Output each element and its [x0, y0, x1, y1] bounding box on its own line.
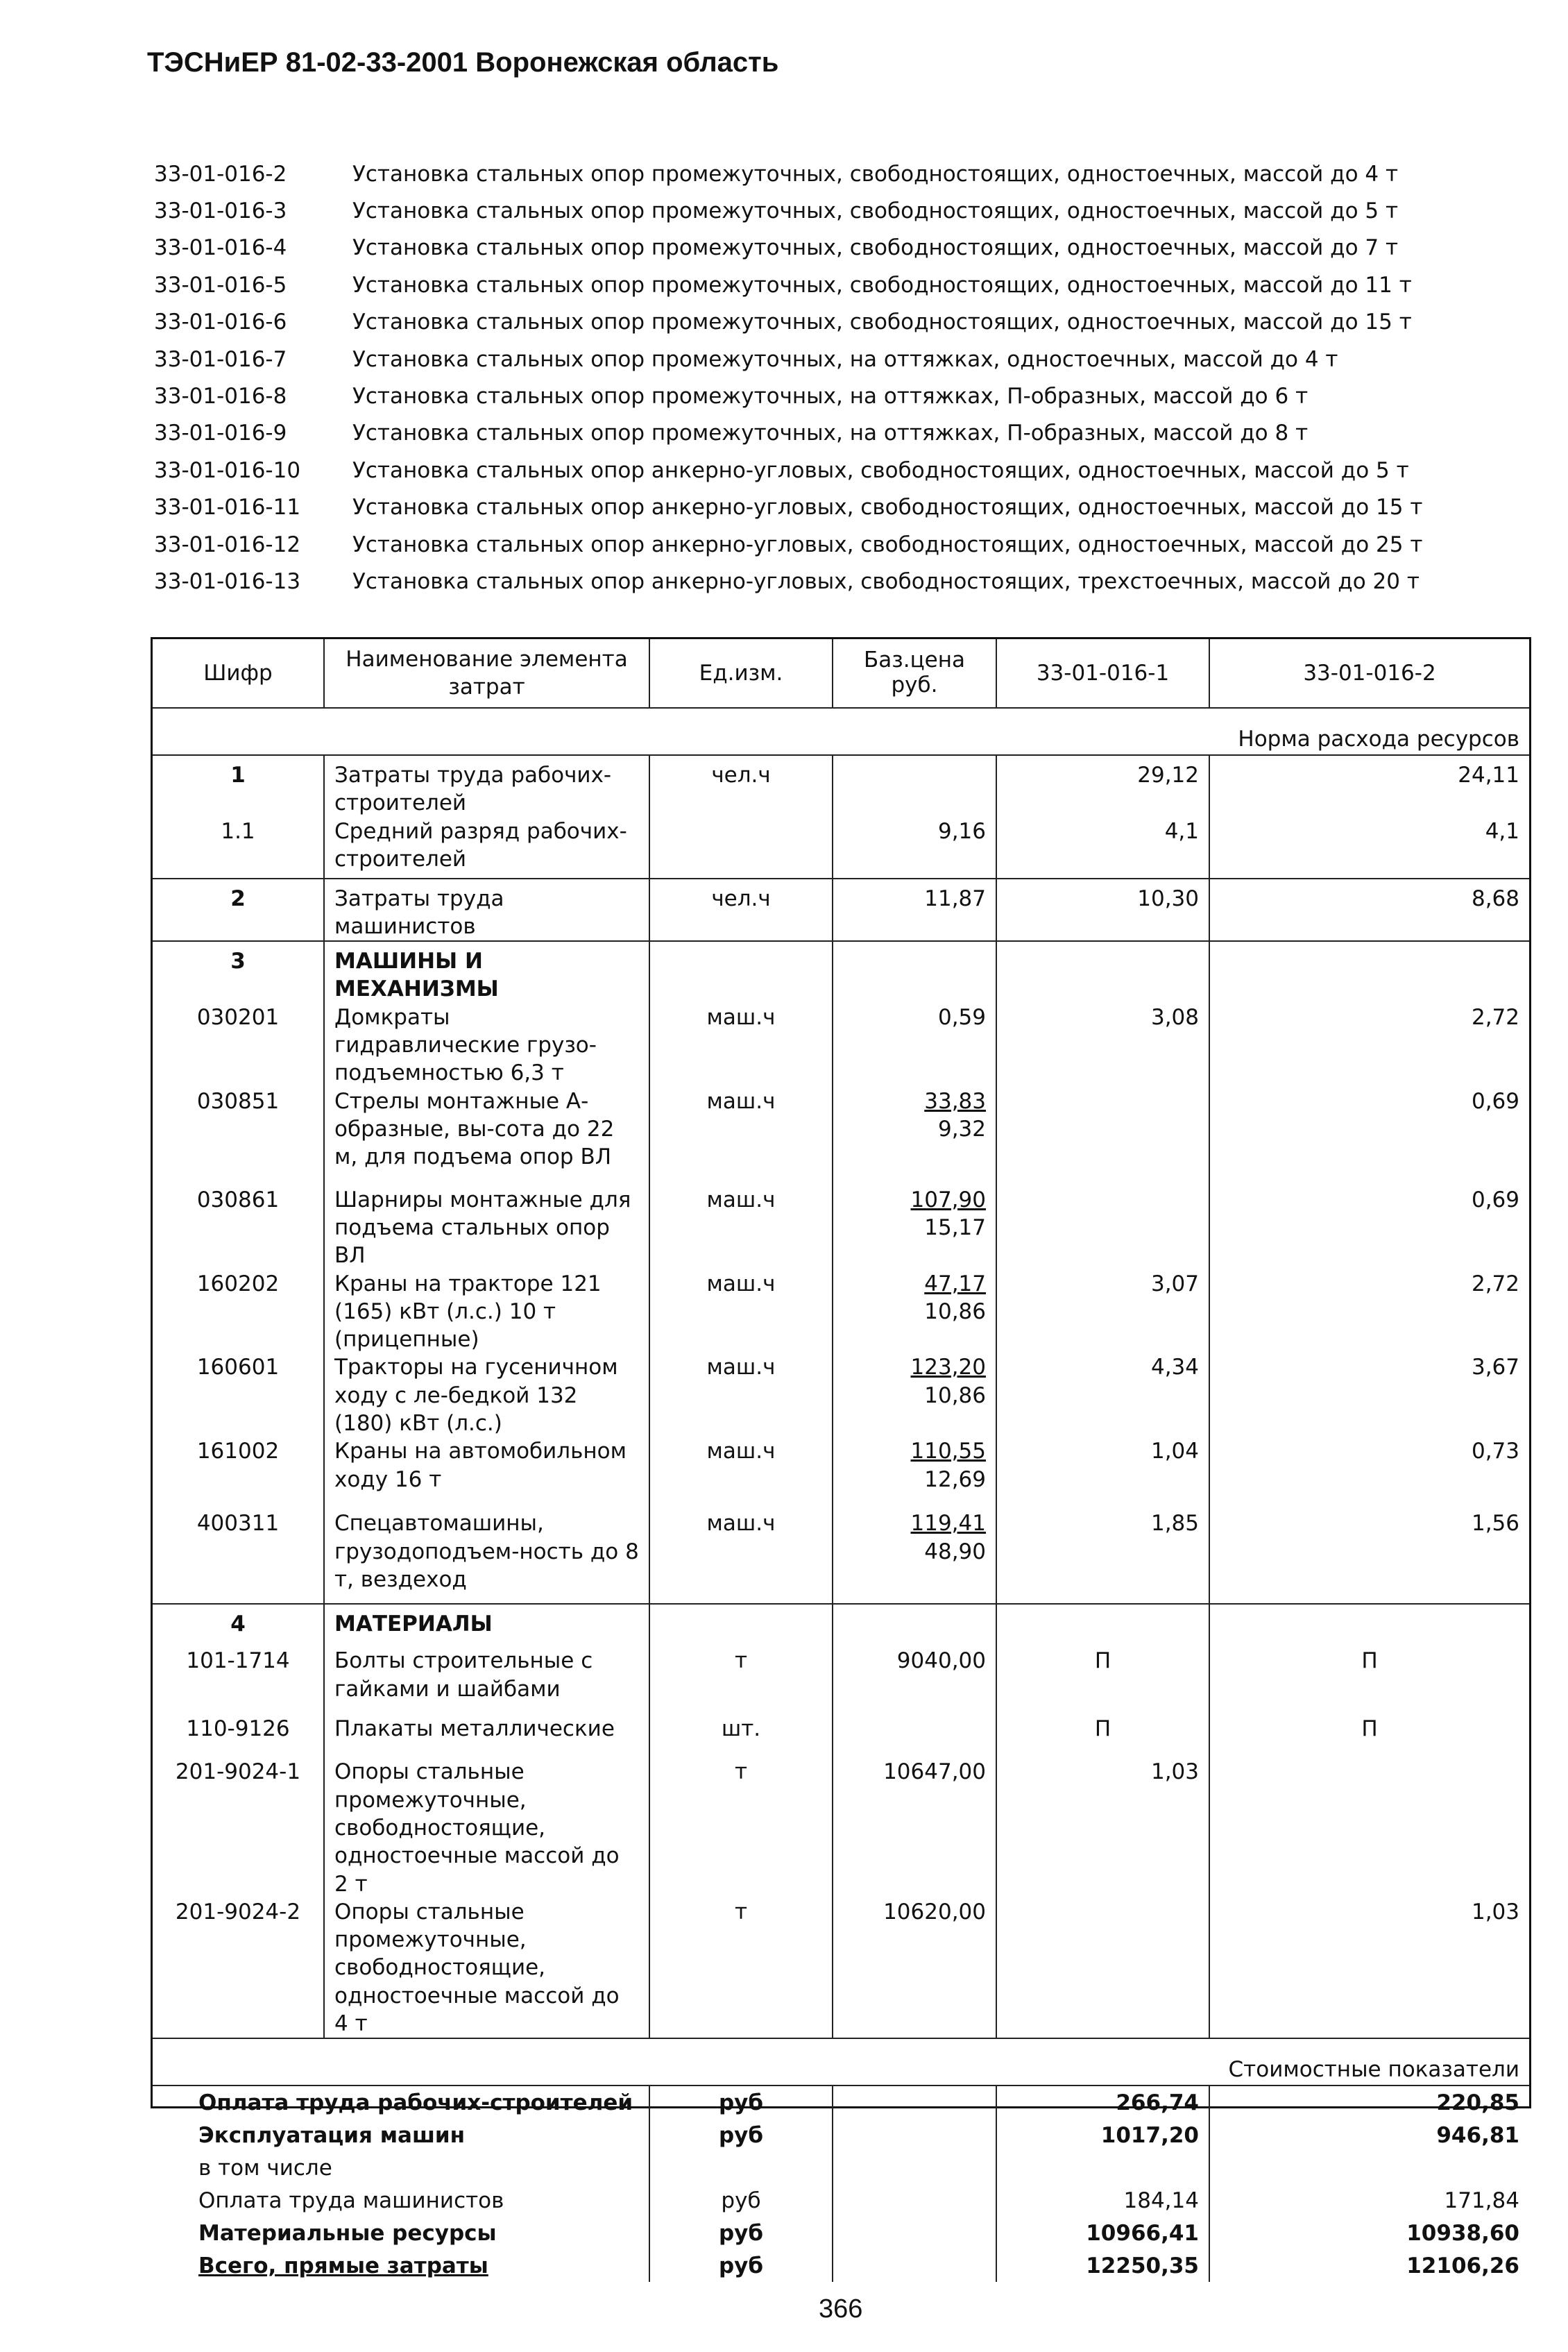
row-name: Краны на автомобильном ходу 16 т [324, 1437, 649, 1509]
table-row [153, 1758, 1529, 1897]
list-item [154, 341, 1542, 378]
table-row [153, 1898, 1529, 2038]
price-base: 110,55 [910, 1439, 986, 1464]
cost-row-value-2: 220,85 [1436, 2090, 1519, 2115]
row-value-1: 4,34 [996, 1353, 1209, 1437]
cost-row-unit: руб [649, 2184, 833, 2217]
row-value-1 [996, 1898, 1209, 2038]
cost-row-label: Оплата труда машинистов [153, 2184, 649, 2217]
header-price [833, 639, 996, 708]
row-price: 11,87 [833, 879, 996, 942]
row-unit: т [649, 1647, 833, 1715]
row-name: Болты строительные с гайками и шайбами [324, 1647, 649, 1715]
row-name: Краны на тракторе 121 (165) кВт (л.с.) 10 т (прицепные) [324, 1270, 649, 1354]
item-code: 33-01-016-6 [154, 310, 287, 335]
cost-row-value-1: 12250,35 [996, 2249, 1209, 2282]
item-code: 33-01-016-10 [154, 457, 301, 483]
row-code: 160202 [153, 1270, 324, 1354]
row-price [833, 1509, 996, 1604]
row-unit: чел.ч [649, 755, 833, 818]
document-header: ТЭСНиЕР 81-02-33-2001 Воронежская область [147, 47, 779, 78]
row-code: 1 [153, 755, 324, 818]
table-row [153, 755, 1529, 818]
row-name: Тракторы на гусеничном ходу с ле-бедкой 132 (180) кВт (л.с.) [324, 1353, 649, 1437]
row-price: 10647,00 [833, 1758, 996, 1897]
section-row [153, 941, 1529, 1004]
cost-label: Стоимостные показатели [153, 2038, 1529, 2086]
row-code: 160601 [153, 1353, 324, 1437]
cost-row-value-2: 12106,26 [1406, 2253, 1519, 2278]
cost-row-unit [649, 2151, 833, 2184]
item-text: Установка стальных опор промежуточных, свободностоящих, одностоечных, массой до 5 т [352, 198, 1399, 224]
table-row [153, 1186, 1529, 1270]
table-row [153, 879, 1529, 942]
row-price [833, 1088, 996, 1186]
item-text: Установка стальных опор анкерно-угловых, свободностоящих, одностоечных, массой до 5 т [352, 457, 1409, 483]
row-value-2: 24,11 [1458, 763, 1519, 788]
item-code: 33-01-016-2 [154, 161, 287, 187]
item-text: Установка стальных опор промежуточных, на оттяжках, одностоечных, массой до 4 т [352, 346, 1338, 372]
row-name: Опоры стальные промежуточные, свободностоящие, одностоечные массой до 4 т [324, 1898, 649, 2038]
row-price [833, 1437, 996, 1509]
row-unit [649, 818, 833, 879]
row-price: 9,16 [833, 818, 996, 879]
row-code: 161002 [153, 1437, 324, 1509]
row-code: 2 [153, 879, 324, 942]
row-name: Шарниры монтажные для подъема стальных опор ВЛ [324, 1186, 649, 1270]
list-item [154, 563, 1542, 600]
item-text: Установка стальных опор анкерно-угловых, свободностоящих, одностоечных, массой до 15 т [352, 495, 1423, 521]
row-price [833, 1353, 996, 1437]
row-value-1: 1,04 [996, 1437, 1209, 1509]
row-value-2: 0,73 [1471, 1439, 1519, 1464]
price-wage: 15,17 [924, 1215, 986, 1240]
norm-label-row [153, 708, 1529, 755]
item-code: 33-01-016-11 [154, 495, 301, 521]
row-unit: маш.ч [649, 1509, 833, 1604]
header-price-line2: руб. [891, 672, 938, 697]
table-row [153, 1647, 1529, 1715]
row-code: 030201 [153, 1004, 324, 1088]
item-code: 33-01-016-4 [154, 235, 287, 261]
item-text: Установка стальных опор промежуточных, свободностоящих, одностоечных, массой до 4 т [352, 161, 1399, 187]
price-base: 107,90 [910, 1187, 986, 1212]
item-code: 33-01-016-8 [154, 384, 287, 409]
row-price [833, 755, 996, 818]
row-name: Затраты труда рабочих-строителей [324, 755, 649, 818]
item-text: Установка стальных опор анкерно-угловых, свободностоящих, трехстоечных, массой до 20 т [352, 568, 1420, 594]
list-item [154, 304, 1542, 341]
cost-row-value-1: 1017,20 [996, 2119, 1209, 2151]
cost-label-row [153, 2038, 1529, 2086]
cost-row [153, 2217, 1529, 2249]
row-unit: маш.ч [649, 1004, 833, 1088]
row-price: 0,59 [833, 1004, 996, 1088]
cost-row-value-1: 266,74 [996, 2086, 1209, 2119]
header-code: Шифр [153, 639, 324, 708]
cost-row-label: Всего, прямые затраты [153, 2249, 649, 2282]
row-price [833, 1186, 996, 1270]
row-price: 10620,00 [833, 1898, 996, 2038]
section-title: МАШИНЫ И МЕХАНИЗМЫ [324, 941, 649, 1004]
row-value-2: 4,1 [1485, 818, 1519, 844]
cost-row [153, 2151, 1529, 2184]
item-code: 33-01-016-9 [154, 421, 287, 446]
row-value-1: 4,1 [996, 818, 1209, 879]
row-code: 101-1714 [153, 1647, 324, 1715]
row-value-2 [1209, 1758, 1529, 1897]
cost-row-label: Оплата труда рабочих-строителей [153, 2086, 649, 2119]
cost-row [153, 2086, 1529, 2119]
list-item [154, 230, 1542, 266]
cost-row-unit: руб [649, 2217, 833, 2249]
row-value-2: 1,03 [1471, 1899, 1519, 1924]
price-wage: 10,86 [924, 1382, 986, 1408]
header-col2: 33-01-016-2 [1209, 639, 1529, 708]
cost-row-value-1: 10966,41 [996, 2217, 1209, 2249]
row-unit: маш.ч [649, 1088, 833, 1186]
row-value-1: 3,08 [996, 1004, 1209, 1088]
cost-row-value-2: 171,84 [1444, 2188, 1519, 2213]
price-base: 123,20 [910, 1355, 986, 1380]
item-code: 33-01-016-7 [154, 346, 287, 372]
price-base: 119,41 [910, 1511, 986, 1537]
row-code: 400311 [153, 1509, 324, 1604]
row-value-2: 3,67 [1471, 1355, 1519, 1380]
table-row [153, 1088, 1529, 1186]
table-row [153, 1270, 1529, 1354]
item-list [154, 155, 1542, 600]
cost-row-label: в том числе [153, 2151, 649, 2184]
item-code: 33-01-016-12 [154, 532, 301, 557]
list-item [154, 489, 1542, 526]
list-item [154, 192, 1542, 229]
row-price [833, 1270, 996, 1354]
item-text: Установка стальных опор промежуточных, свободностоящих, одностоечных, массой до 7 т [352, 235, 1399, 261]
row-unit: т [649, 1898, 833, 2038]
table-row [153, 1509, 1529, 1604]
item-code: 33-01-016-5 [154, 272, 287, 298]
row-price: 9040,00 [833, 1647, 996, 1715]
price-wage: 12,69 [924, 1466, 986, 1492]
row-name: Стрелы монтажные А-образные, вы-сота до 22 м, для подъема опор ВЛ [324, 1088, 649, 1186]
list-item [154, 378, 1542, 414]
item-text: Установка стальных опор промежуточных, свободностоящих, одностоечных, массой до 15 т [352, 310, 1412, 335]
section-code: 3 [153, 941, 324, 1004]
row-name: Домкраты гидравлические грузо-подъемностью 6,3 т [324, 1004, 649, 1088]
table-row [153, 818, 1529, 879]
row-value-1: П [996, 1715, 1209, 1758]
cost-row-label: Материальные ресурсы [153, 2217, 649, 2249]
row-name: Спецавтомашины, грузодоподъем-ность до 8 т, вездеход [324, 1509, 649, 1604]
header-price-line1: Баз.цена [863, 648, 966, 673]
row-value-1: П [996, 1647, 1209, 1715]
table-row [153, 1004, 1529, 1088]
table-row [153, 1353, 1529, 1437]
row-unit: чел.ч [649, 879, 833, 942]
row-value-2: 0,69 [1471, 1187, 1519, 1212]
item-text: Установка стальных опор промежуточных, на оттяжках, П-образных, массой до 8 т [352, 421, 1309, 446]
row-value-1: 10,30 [996, 879, 1209, 942]
header-col1: 33-01-016-1 [996, 639, 1209, 708]
row-unit: шт. [649, 1715, 833, 1758]
row-unit: маш.ч [649, 1270, 833, 1354]
list-item [154, 155, 1542, 192]
row-code: 110-9126 [153, 1715, 324, 1758]
row-unit: маш.ч [649, 1437, 833, 1509]
row-name: Плакаты металлические [324, 1715, 649, 1758]
cost-row-unit: руб [649, 2086, 833, 2119]
cost-row-label: Эксплуатация машин [153, 2119, 649, 2151]
header-unit: Ед.изм. [649, 639, 833, 708]
norms-table-grid [153, 639, 1529, 2282]
row-value-1: 1,03 [996, 1758, 1209, 1897]
row-value-1: 1,85 [996, 1509, 1209, 1604]
row-value-1 [996, 1088, 1209, 1186]
row-value-2: 0,69 [1471, 1088, 1519, 1114]
row-code: 201-9024-2 [153, 1898, 324, 2038]
table-row [153, 1715, 1529, 1758]
norm-label: Норма расхода ресурсов [153, 708, 1529, 755]
cost-row-unit: руб [649, 2249, 833, 2282]
norms-table [151, 637, 1531, 2278]
row-value-1 [996, 1186, 1209, 1270]
cost-row-value-2 [1209, 2151, 1529, 2184]
row-code: 201-9024-1 [153, 1758, 324, 1897]
row-value-2: 2,72 [1471, 1271, 1519, 1296]
row-name: Затраты труда машинистов [324, 879, 649, 942]
price-wage: 48,90 [924, 1539, 986, 1564]
row-name: Опоры стальные промежуточные, свободностоящие, одностоечные массой до 2 т [324, 1758, 649, 1897]
row-value-1: 3,07 [996, 1270, 1209, 1354]
section-row [153, 1604, 1529, 1647]
row-unit: маш.ч [649, 1186, 833, 1270]
item-code: 33-01-016-13 [154, 568, 301, 594]
price-base: 33,83 [924, 1088, 986, 1114]
list-item [154, 452, 1542, 489]
row-unit: маш.ч [649, 1353, 833, 1437]
row-value-2: П [1361, 1648, 1378, 1674]
row-value-2: П [1361, 1716, 1378, 1742]
cost-row [153, 2184, 1529, 2217]
list-item [154, 526, 1542, 563]
section-title: МАТЕРИАЛЫ [324, 1604, 649, 1647]
price-base: 47,17 [924, 1271, 986, 1296]
list-item [154, 415, 1542, 452]
section-code: 4 [153, 1604, 324, 1647]
price-wage: 10,86 [924, 1298, 986, 1324]
row-name: Средний разряд рабочих-строителей [324, 818, 649, 879]
item-text: Установка стальных опор промежуточных, на оттяжках, П-образных, массой до 6 т [352, 384, 1309, 409]
cost-row-value-2: 10938,60 [1406, 2220, 1519, 2246]
page-number: 366 [819, 2294, 863, 2324]
cost-row-value-2: 946,81 [1436, 2122, 1519, 2148]
cost-row [153, 2249, 1529, 2282]
row-code: 030851 [153, 1088, 324, 1186]
row-value-2: 1,56 [1471, 1511, 1519, 1537]
row-value-2: 2,72 [1471, 1004, 1519, 1030]
row-code: 1.1 [153, 818, 324, 879]
row-code: 030861 [153, 1186, 324, 1270]
item-code: 33-01-016-3 [154, 198, 287, 224]
item-text: Установка стальных опор промежуточных, свободностоящих, одностоечных, массой до 11 т [352, 272, 1412, 298]
table-header-row [153, 639, 1529, 708]
list-item [154, 266, 1542, 303]
table-row [153, 1437, 1529, 1509]
row-price [833, 1715, 996, 1758]
row-unit: т [649, 1758, 833, 1897]
cost-row-unit: руб [649, 2119, 833, 2151]
row-value-1: 29,12 [996, 755, 1209, 818]
header-name: Наименование элемента затрат [324, 639, 649, 708]
price-wage: 9,32 [937, 1116, 986, 1142]
cost-row-value-1 [996, 2151, 1209, 2184]
item-text: Установка стальных опор анкерно-угловых, свободностоящих, одностоечных, массой до 25 т [352, 532, 1423, 557]
row-value-2: 8,68 [1209, 879, 1529, 942]
cost-row-value-1: 184,14 [996, 2184, 1209, 2217]
cost-row [153, 2119, 1529, 2151]
